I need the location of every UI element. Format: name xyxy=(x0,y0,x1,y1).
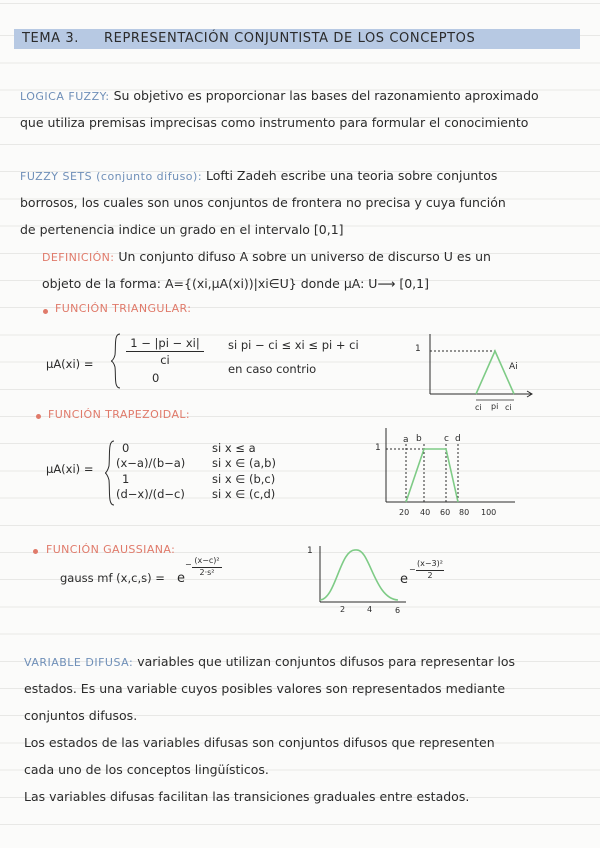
trap-label-d: d xyxy=(455,434,461,444)
title-text: REPRESENTACIÓN CONJUNTISTA DE LOS CONCEPTOS xyxy=(104,31,476,46)
triangular-zero: 0 xyxy=(152,371,160,385)
trapezoidal-heading: FUNCIÓN TRAPEZOIDAL: xyxy=(48,408,191,421)
tri-y-tick: 1 xyxy=(415,344,421,354)
tri-x-tick-1: ci xyxy=(475,403,482,412)
trap-row-1-cond: si x ≤ a xyxy=(212,441,256,455)
gauss-example-minus: − xyxy=(409,565,416,574)
gauss-y-tick: 1 xyxy=(307,546,313,556)
variable-line1: variables que utilizan conjuntos difusos para representar los xyxy=(137,654,515,669)
gauss-x-tick-4: 4 xyxy=(367,605,373,614)
trap-row-2-expr: (x−a)/(b−a) xyxy=(116,456,186,470)
trap-x-tick-60: 60 xyxy=(440,508,451,517)
title-number: TEMA 3. xyxy=(22,31,79,46)
definicion-label: DEFINICIÓN: xyxy=(42,251,115,264)
fuzzy-line3: de pertenencia indice un grado en el intervalo [0,1] xyxy=(20,222,344,237)
triangular-graph xyxy=(420,332,535,414)
gauss-exp-den: 2·s² xyxy=(199,568,215,577)
bullet-triangular xyxy=(43,309,48,314)
trapezoidal-graph xyxy=(380,426,520,508)
trap-x-tick-20: 20 xyxy=(399,508,410,517)
trap-label-c: c xyxy=(444,434,449,444)
title-bar xyxy=(14,29,580,49)
trap-x-tick-100: 100 xyxy=(481,508,497,517)
gauss-minus: − xyxy=(185,560,192,569)
gauss-x-tick-2: 2 xyxy=(340,605,346,614)
fuzzy-line2: borrosos, los cuales son unos conjuntos de frontera no precisa y cuya función xyxy=(20,195,506,210)
trap-x-tick-40: 40 xyxy=(420,508,431,517)
fuzzy-line1: Lofti Zadeh escribe una teoria sobre conjuntos xyxy=(206,168,498,183)
logica-line1: Su objetivo es proporcionar las bases del razonamiento aproximado xyxy=(113,88,539,103)
trap-label-b: b xyxy=(416,434,422,444)
logica-label: LOGICA FUZZY: xyxy=(20,90,110,103)
gauss-example-e: e xyxy=(400,572,408,587)
trapezoidal-lhs: μA(xi) = xyxy=(46,462,94,476)
variable-line2: estados. Es una variable cuyos posibles valores son representados mediante xyxy=(24,681,506,696)
fuzzy-paragraph xyxy=(20,168,497,183)
gauss-example-num: (x−3)² xyxy=(417,559,443,568)
trap-row-4-expr: (d−x)/(d−c) xyxy=(116,487,185,501)
tri-x-tick-2: pi xyxy=(491,402,499,411)
gauss-x-tick-6: 6 xyxy=(395,606,401,615)
variable-paragraph xyxy=(24,654,515,669)
trap-row-4-cond: si x ∈ (c,d) xyxy=(212,487,276,501)
trapezoidal-brace xyxy=(104,440,116,506)
trap-row-3-expr: 1 xyxy=(122,472,130,486)
trap-row-2-cond: si x ∈ (a,b) xyxy=(212,456,276,470)
trap-curve xyxy=(406,449,458,502)
variable-line3: conjuntos difusos. xyxy=(24,708,138,723)
triangular-lhs: μA(xi) = xyxy=(46,357,94,371)
variable-label: VARIABLE DIFUSA: xyxy=(24,656,134,669)
gaussiana-heading: FUNCIÓN GAUSSIANA: xyxy=(46,543,176,556)
tri-curve xyxy=(476,351,514,394)
logica-line2: que utiliza premisas imprecisas como instrumento para formular el conocimiento xyxy=(20,115,529,130)
variable-line4: Los estados de las variables difusas son conjuntos difusos que representen xyxy=(24,735,495,750)
trap-row-3-cond: si x ∈ (b,c) xyxy=(212,472,276,486)
logica-paragraph xyxy=(20,88,539,103)
trap-label-a: a xyxy=(403,435,409,445)
definicion-line1: Un conjunto difuso A sobre un universo de discurso U es un xyxy=(118,249,491,264)
gauss-lhs: gauss mf (x,c,s) = xyxy=(60,571,165,585)
gaussiana-graph xyxy=(314,544,409,612)
gauss-curve xyxy=(320,550,398,600)
triangular-brace xyxy=(110,333,122,389)
triangular-cond2: en caso contrio xyxy=(228,362,317,376)
gauss-e: e xyxy=(177,571,185,586)
gauss-exp-num: (x−c)² xyxy=(194,556,220,565)
definicion-line2: objeto de la forma: A={(xi,μA(xi))|xi∈U} donde μA: U⟶ [0,1] xyxy=(42,276,429,291)
trap-row-1-expr: 0 xyxy=(122,441,130,455)
fuzzy-label: FUZZY SETS (conjunto difuso): xyxy=(20,170,203,183)
triangular-numerator: 1 − |pi − xi| xyxy=(130,336,200,350)
tri-curve-label: Ai xyxy=(509,362,518,372)
triangular-fraction-bar xyxy=(126,351,204,352)
trap-x-tick-80: 80 xyxy=(459,508,470,517)
tri-x-tick-3: ci xyxy=(505,403,512,412)
triangular-denominator: ci xyxy=(160,353,170,367)
bullet-gaussiana xyxy=(33,549,38,554)
triangular-cond1: si pi − ci ≤ xi ≤ pi + ci xyxy=(228,338,359,352)
definicion-paragraph xyxy=(42,249,491,264)
variable-line5: cada uno de los conceptos lingüísticos. xyxy=(24,762,269,777)
gauss-example-den: 2 xyxy=(427,571,433,580)
bullet-trapezoidal xyxy=(36,414,41,419)
triangular-heading: FUNCIÓN TRIANGULAR: xyxy=(55,302,192,315)
variable-line6: Las variables difusas facilitan las transiciones graduales entre estados. xyxy=(24,789,470,804)
trap-y-tick: 1 xyxy=(375,443,381,453)
